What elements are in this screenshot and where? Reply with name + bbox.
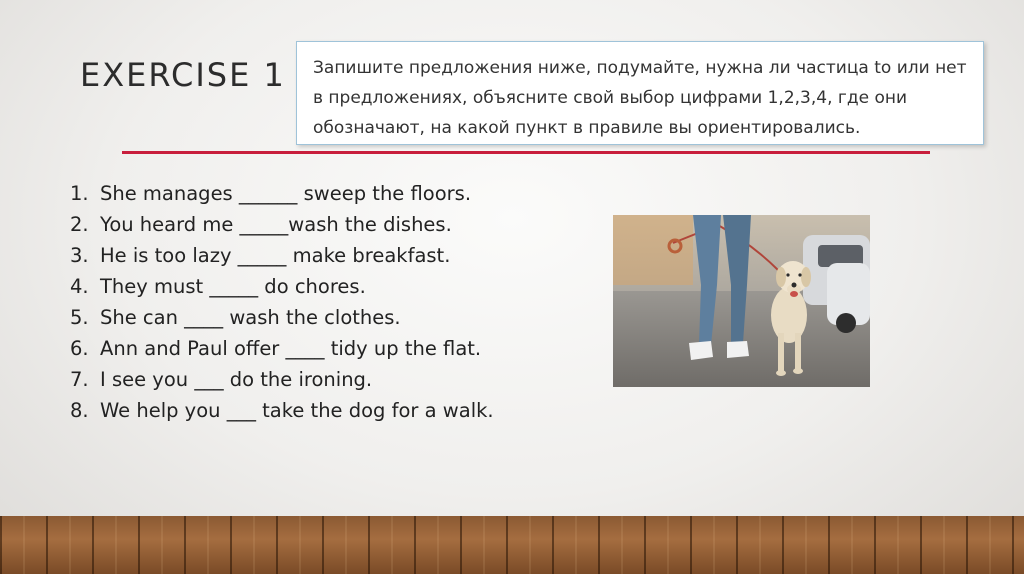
list-item (70, 333, 494, 364)
instruction-text: Запишите предложения ниже, подумайте, нужна ли частица to или нет в предложениях, объясните свой выбор цифрами 1,2,3,4, где они обозначают, на какой пункт в правиле вы ориентировались. (313, 58, 967, 138)
list-item (70, 302, 494, 333)
item-text: Ann and Paul offer ____ tidy up the flat. (100, 337, 482, 360)
item-number: 3. (70, 244, 89, 267)
item-text: He is too lazy _____ make breakfast. (100, 244, 451, 267)
slide-title: EXERCISE 1 (80, 56, 286, 94)
list-item (70, 178, 494, 209)
item-number: 2. (70, 213, 89, 236)
item-number: 1. (70, 182, 89, 205)
item-text: They must _____ do chores. (100, 275, 366, 298)
dog-walk-illustration (613, 215, 870, 387)
item-number: 7. (70, 368, 89, 391)
list-item (70, 240, 494, 271)
item-number: 4. (70, 275, 89, 298)
item-text: She can ____ wash the clothes. (100, 306, 401, 329)
title-divider (122, 151, 930, 154)
item-number: 5. (70, 306, 89, 329)
list-item (70, 395, 494, 426)
item-number: 6. (70, 337, 89, 360)
instruction-box (296, 41, 984, 145)
item-number: 8. (70, 399, 89, 422)
wood-floor (0, 516, 1024, 574)
dog-walk-photo (613, 215, 870, 387)
list-item (70, 364, 494, 395)
list-item (70, 209, 494, 240)
item-text: She manages ______ sweep the floors. (100, 182, 472, 205)
exercise-list (70, 178, 494, 426)
item-text: I see you ___ do the ironing. (100, 368, 373, 391)
item-text: You heard me _____wash the dishes. (100, 213, 452, 236)
list-item (70, 271, 494, 302)
item-text: We help you ___ take the dog for a walk. (100, 399, 494, 422)
